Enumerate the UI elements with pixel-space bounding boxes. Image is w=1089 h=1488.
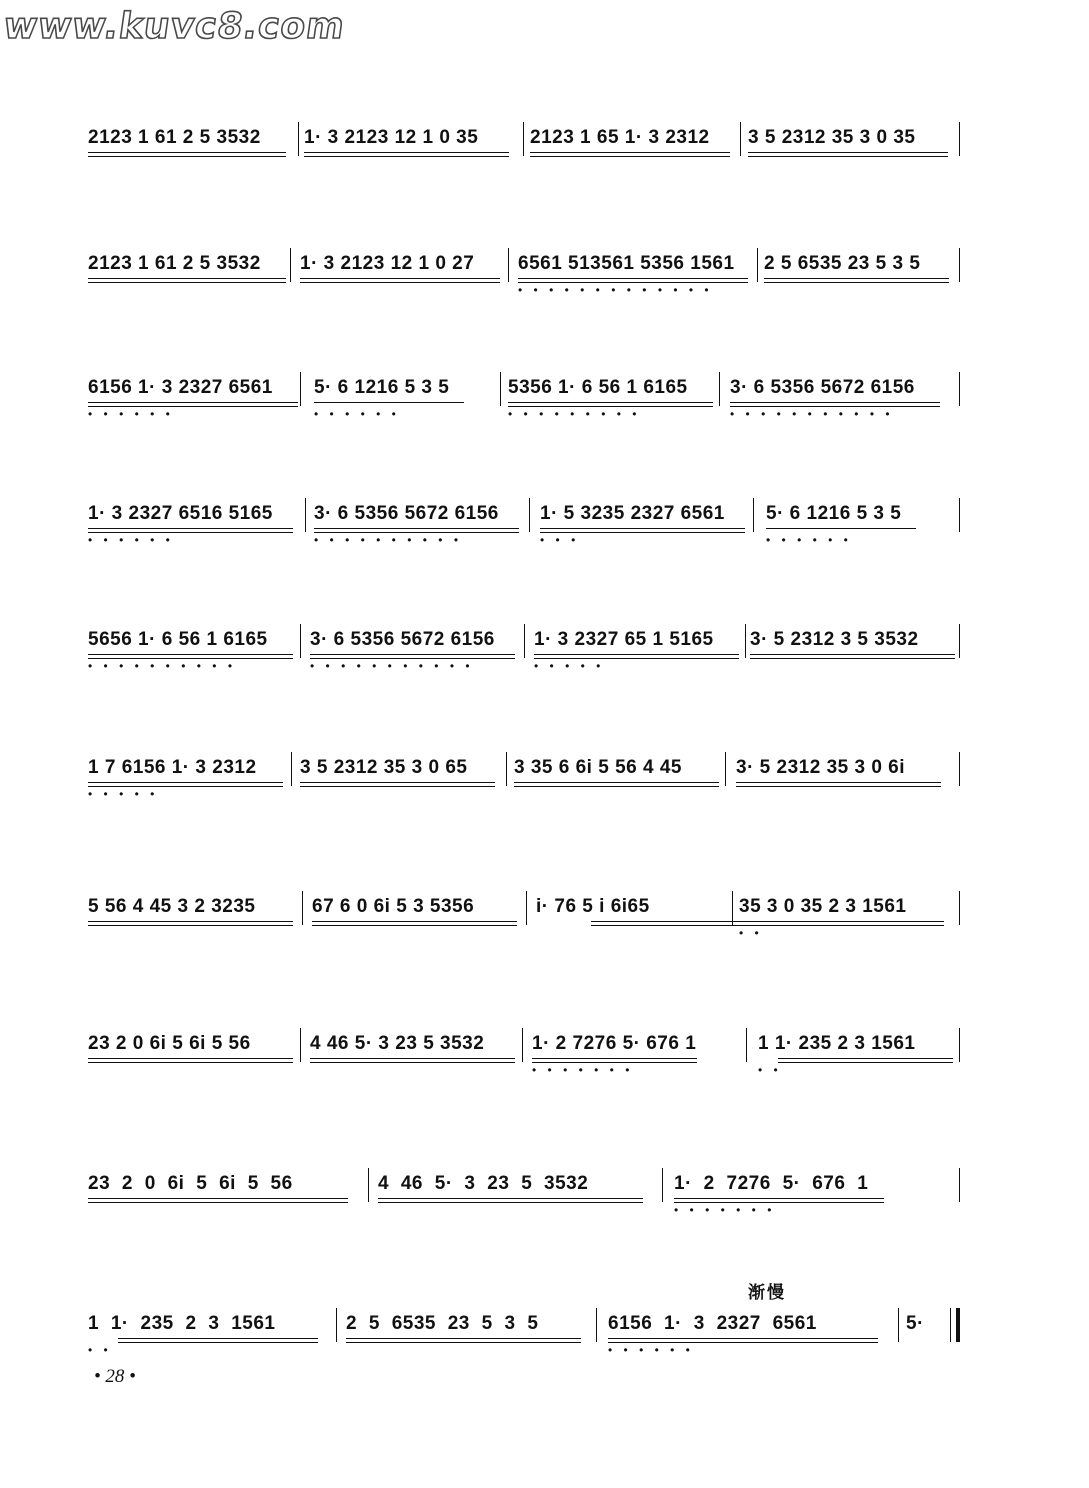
measure bbox=[758, 1032, 953, 1092]
barline bbox=[290, 248, 291, 282]
barline bbox=[508, 248, 509, 282]
underline bbox=[314, 402, 464, 403]
tempo-marking: 渐慢 bbox=[748, 1283, 786, 1303]
low-octave-dots: • • • • • bbox=[88, 787, 159, 801]
underline bbox=[88, 921, 293, 922]
underline bbox=[378, 1198, 643, 1199]
measure-notes: 5· 6 1216 5 3 5 bbox=[314, 377, 450, 398]
underline bbox=[532, 1058, 697, 1059]
barline bbox=[959, 1168, 960, 1202]
measure-notes: 3· 6 5356 5672 6156 bbox=[310, 629, 495, 650]
measure bbox=[346, 1312, 586, 1372]
barline bbox=[524, 624, 525, 658]
measure-notes: 23 2 0 6i 5 6i 5 56 bbox=[88, 1033, 251, 1054]
measure bbox=[88, 628, 298, 688]
measure-notes: 2 5 6535 23 5 3 5 bbox=[764, 253, 921, 274]
measure-notes: 67 6 0 6i 5 3 5356 bbox=[312, 896, 475, 917]
underline bbox=[88, 1202, 348, 1203]
underline bbox=[88, 654, 293, 655]
underline bbox=[346, 1338, 581, 1339]
staff-row bbox=[88, 126, 968, 186]
barline bbox=[959, 122, 960, 156]
barline bbox=[745, 624, 746, 658]
barline bbox=[959, 624, 960, 658]
measure-notes: 1· 3 2327 65 1 5165 bbox=[534, 629, 714, 650]
measure bbox=[532, 1032, 742, 1092]
measure bbox=[764, 252, 959, 312]
barline bbox=[959, 752, 960, 786]
measure bbox=[88, 895, 298, 955]
measure-notes: 3· 6 5356 5672 6156 bbox=[730, 377, 915, 398]
underline bbox=[778, 1062, 953, 1063]
underline bbox=[530, 156, 730, 157]
site-watermark: www.kuvc8.com bbox=[1, 6, 348, 47]
underline bbox=[314, 528, 519, 529]
measure bbox=[739, 895, 954, 955]
barline bbox=[300, 624, 301, 658]
barline bbox=[300, 1028, 301, 1062]
underline bbox=[508, 402, 713, 403]
measure-notes: 1· 5 3235 2327 6561 bbox=[540, 503, 725, 524]
measure-notes: 6561 513561 5356 1561 bbox=[518, 253, 735, 274]
underline bbox=[118, 1338, 318, 1339]
barline bbox=[753, 498, 754, 532]
barline bbox=[719, 372, 720, 406]
measure bbox=[736, 756, 946, 816]
low-octave-dots: • • • • • • • • • • bbox=[88, 659, 237, 673]
staff-row bbox=[88, 628, 968, 688]
underline bbox=[88, 402, 298, 403]
measure bbox=[534, 628, 744, 688]
measure bbox=[748, 126, 958, 186]
barline bbox=[336, 1308, 337, 1342]
barline bbox=[523, 122, 524, 156]
measure bbox=[508, 376, 718, 436]
staff-row bbox=[88, 895, 968, 955]
measure bbox=[88, 1032, 298, 1092]
measure bbox=[88, 756, 288, 816]
measure-notes: 6156 1· 3 2327 6561 bbox=[608, 1313, 817, 1334]
staff-row bbox=[88, 1172, 968, 1232]
underline bbox=[88, 782, 283, 783]
measure-notes: i· 76 5 i 6i65 bbox=[536, 896, 650, 917]
low-octave-dots: • • bbox=[758, 1063, 782, 1077]
measure-notes: 1· 2 7276 5· 676 1 bbox=[532, 1033, 697, 1054]
measure bbox=[88, 376, 303, 436]
measure bbox=[766, 502, 956, 562]
barline bbox=[740, 122, 741, 156]
barline bbox=[300, 372, 301, 406]
measure bbox=[518, 252, 758, 312]
underline bbox=[310, 654, 515, 655]
measure bbox=[730, 376, 955, 436]
barline bbox=[959, 498, 960, 532]
page-number: • 28 • bbox=[94, 1366, 136, 1387]
measure bbox=[674, 1172, 924, 1232]
low-octave-dots: • • • • • • • • • • • bbox=[310, 659, 474, 673]
barline bbox=[298, 122, 299, 156]
low-octave-dots: • • • bbox=[540, 533, 580, 547]
underline bbox=[88, 156, 286, 157]
underline bbox=[766, 528, 916, 529]
low-octave-dots: • • • • • • bbox=[88, 407, 174, 421]
measure-notes: 23 2 0 6i 5 6i 5 56 bbox=[88, 1173, 293, 1194]
underline bbox=[304, 152, 509, 153]
low-octave-dots: • • • • • bbox=[534, 659, 605, 673]
measure-notes: 3· 5 2312 3 5 3532 bbox=[750, 629, 919, 650]
measure-notes: 2123 1 61 2 5 3532 bbox=[88, 253, 261, 274]
measure bbox=[314, 502, 524, 562]
measure-notes: 6156 1· 3 2327 6561 bbox=[88, 377, 273, 398]
underline bbox=[88, 278, 286, 279]
low-octave-dots: • • • • • • • • • • • • • bbox=[518, 283, 713, 297]
underline bbox=[764, 282, 949, 283]
measure-notes: 2 5 6535 23 5 3 5 bbox=[346, 1313, 539, 1334]
measure bbox=[88, 502, 303, 562]
low-octave-dots: • • • • • • bbox=[314, 407, 400, 421]
measure-notes: 3 35 6 6i 5 56 4 45 bbox=[514, 757, 682, 778]
measure bbox=[300, 756, 510, 816]
barline bbox=[302, 891, 303, 925]
low-octave-dots: • • bbox=[739, 926, 763, 940]
low-octave-dots: • • • • • • bbox=[608, 1343, 694, 1357]
measure bbox=[314, 376, 494, 436]
measure-notes: 1 7 6156 1· 3 2312 bbox=[88, 757, 257, 778]
measure-notes: 5 56 4 45 3 2 3235 bbox=[88, 896, 256, 917]
underline bbox=[750, 658, 955, 659]
low-octave-dots: • • • • • • • • • • bbox=[314, 533, 463, 547]
staff-row bbox=[88, 1312, 968, 1372]
low-octave-dots: • • • • • • bbox=[88, 533, 174, 547]
barline bbox=[506, 752, 507, 786]
underline bbox=[88, 925, 293, 926]
underline bbox=[300, 282, 500, 283]
barline bbox=[526, 891, 527, 925]
measure bbox=[514, 756, 724, 816]
underline bbox=[300, 786, 495, 787]
staff-row bbox=[88, 502, 968, 562]
measure-notes: 2123 1 61 2 5 3532 bbox=[88, 127, 261, 148]
underline bbox=[378, 1202, 643, 1203]
measure-notes: 5356 1· 6 56 1 6165 bbox=[508, 377, 688, 398]
measure-notes: 5656 1· 6 56 1 6165 bbox=[88, 629, 268, 650]
measure-notes: 1· 3 2327 6516 5165 bbox=[88, 503, 273, 524]
measure-notes: 1· 3 2123 12 1 0 27 bbox=[300, 253, 475, 274]
staff-row bbox=[88, 1032, 968, 1092]
measure-notes: 3 5 2312 35 3 0 65 bbox=[300, 757, 468, 778]
low-octave-dots: • • • • • • • • • bbox=[508, 407, 641, 421]
measure bbox=[750, 628, 960, 688]
measure-notes: 1 1· 235 2 3 1561 bbox=[758, 1033, 916, 1054]
underline bbox=[736, 782, 941, 783]
underline bbox=[534, 654, 739, 655]
measure bbox=[530, 126, 735, 186]
measure bbox=[304, 126, 514, 186]
low-octave-dots: • • • • • • bbox=[766, 533, 852, 547]
underline bbox=[88, 1198, 348, 1199]
barline bbox=[529, 498, 530, 532]
measure bbox=[310, 628, 520, 688]
barline bbox=[500, 372, 501, 406]
barline bbox=[291, 752, 292, 786]
barline bbox=[959, 372, 960, 406]
underline bbox=[518, 278, 748, 279]
measure bbox=[906, 1312, 946, 1372]
underline bbox=[88, 528, 293, 529]
measure-notes: 3 5 2312 35 3 0 35 bbox=[748, 127, 916, 148]
measure-notes: 5· 6 1216 5 3 5 bbox=[766, 503, 902, 524]
measure bbox=[88, 1172, 358, 1232]
underline bbox=[748, 152, 948, 153]
low-octave-dots: • • • • • • • bbox=[532, 1063, 634, 1077]
underline bbox=[736, 786, 941, 787]
underline bbox=[312, 925, 517, 926]
staff-row bbox=[88, 252, 968, 312]
measure-notes: 1· 3 2123 12 1 0 35 bbox=[304, 127, 479, 148]
underline bbox=[748, 156, 948, 157]
barline bbox=[959, 1028, 960, 1062]
underline bbox=[750, 654, 955, 655]
barline bbox=[305, 498, 306, 532]
barline bbox=[662, 1168, 663, 1202]
underline bbox=[310, 1062, 515, 1063]
measure bbox=[310, 1032, 520, 1092]
barline bbox=[522, 1028, 523, 1062]
underline bbox=[739, 921, 944, 922]
barline bbox=[368, 1168, 369, 1202]
measure bbox=[540, 502, 750, 562]
underline bbox=[674, 1198, 884, 1199]
underline bbox=[764, 278, 949, 279]
barline bbox=[898, 1308, 899, 1342]
measure bbox=[88, 126, 293, 186]
low-octave-dots: • • • • • • • • • • • bbox=[730, 407, 894, 421]
low-octave-dots: • • • • • • • bbox=[674, 1203, 776, 1217]
underline bbox=[312, 921, 517, 922]
barline bbox=[725, 752, 726, 786]
underline bbox=[88, 1062, 293, 1063]
measure bbox=[88, 252, 293, 312]
measure bbox=[312, 895, 522, 955]
barline bbox=[757, 248, 758, 282]
measure-notes: 1· 2 7276 5· 676 1 bbox=[674, 1173, 869, 1194]
measure bbox=[378, 1172, 648, 1232]
low-octave-dots: • • bbox=[88, 1343, 112, 1357]
underline bbox=[300, 782, 495, 783]
measure bbox=[608, 1312, 888, 1372]
underline bbox=[118, 1342, 318, 1343]
measure-notes: 3· 6 5356 5672 6156 bbox=[314, 503, 499, 524]
measure-notes: 4 46 5· 3 23 5 3532 bbox=[310, 1033, 485, 1054]
barline bbox=[959, 248, 960, 282]
measure bbox=[300, 252, 510, 312]
underline bbox=[88, 152, 286, 153]
measure-notes: 35 3 0 35 2 3 1561 bbox=[739, 896, 907, 917]
underline bbox=[300, 278, 500, 279]
measure-notes: 2123 1 65 1· 3 2312 bbox=[530, 127, 710, 148]
underline bbox=[310, 1058, 515, 1059]
measure-notes: 5· bbox=[906, 1313, 924, 1334]
underline bbox=[540, 528, 745, 529]
underline bbox=[304, 156, 509, 157]
barline bbox=[959, 891, 960, 925]
underline bbox=[530, 152, 730, 153]
final-barline bbox=[950, 1308, 960, 1342]
measure-notes: 1 1· 235 2 3 1561 bbox=[88, 1313, 276, 1334]
underline bbox=[778, 1058, 953, 1059]
barline bbox=[746, 1028, 747, 1062]
measure-notes: 4 46 5· 3 23 5 3532 bbox=[378, 1173, 589, 1194]
staff-row bbox=[88, 376, 968, 436]
underline bbox=[608, 1338, 878, 1339]
underline bbox=[730, 402, 940, 403]
underline bbox=[739, 925, 944, 926]
underline bbox=[88, 282, 286, 283]
barline bbox=[596, 1308, 597, 1342]
underline bbox=[88, 1058, 293, 1059]
barline bbox=[732, 891, 733, 925]
underline bbox=[346, 1342, 581, 1343]
staff-row bbox=[88, 756, 968, 816]
measure bbox=[88, 1312, 328, 1372]
measure-notes: 3· 5 2312 35 3 0 6i bbox=[736, 757, 906, 778]
underline bbox=[514, 786, 719, 787]
underline bbox=[514, 782, 719, 783]
measure bbox=[536, 895, 731, 955]
